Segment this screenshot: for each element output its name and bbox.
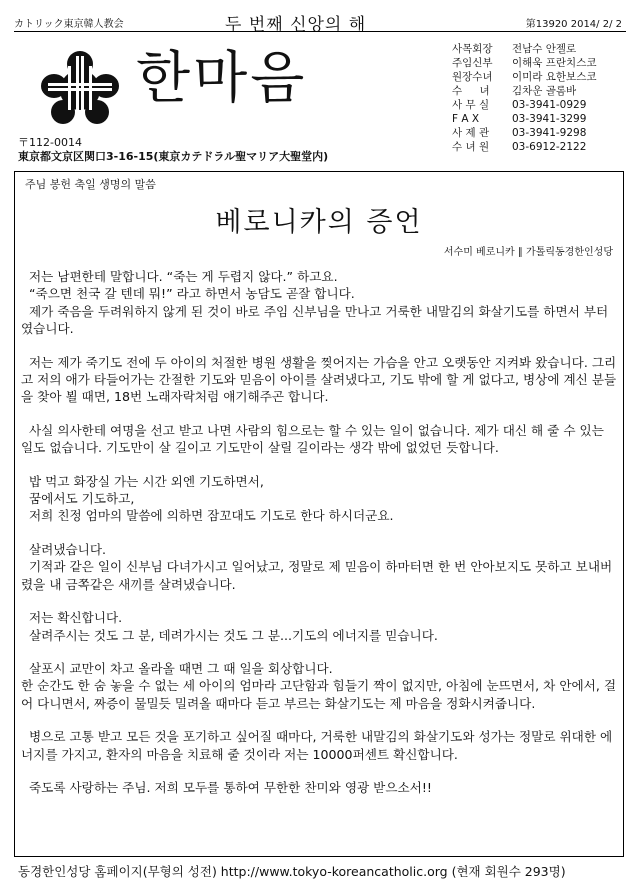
footer-homepage[interactable]: 동경한인성당 홈페이지(무형의 성전) http://www.tokyo-koreancatholic.org (현재 회원수 293명)	[18, 864, 566, 879]
staff-value: 이해욱 프란치스코	[512, 57, 597, 69]
staff-row	[452, 70, 628, 84]
staff-row	[452, 140, 628, 154]
paragraph: “죽으면 천국 갈 텐데 뭐!” 라고 하면서 농담도 곧잘 합니다.	[21, 286, 355, 302]
top-bar	[14, 8, 626, 35]
staff-role: 수 녀	[452, 85, 497, 97]
paragraph: 살포시 교만이 차고 올라올 때면 그 때 일을 회상합니다.	[21, 660, 333, 676]
paragraph: 저는 남편한테 말합니다. “죽는 게 두렵지 않다.” 하고요.	[21, 269, 338, 284]
staff-role: 주임신부	[452, 57, 493, 69]
paragraph-gap	[21, 763, 617, 779]
paragraph: 기적과 같은 일이 신부님 다녀가시고 일어났고, 정말로 제 믿음이 하마터면 한 번 안아보지도 못하고 보내버렸을 내 금쪽같은 새끼를 살려냈습니다.	[21, 559, 613, 592]
paragraph: 저는 제가 죽기도 전에 두 아이의 처절한 병원 생활을 찢어지는 가슴을 안고 오랫동안 지켜봐 왔습니다. 그리고 저의 애가 타들어가는 간절한 기도와 믿음이 아이를 살려냈다고, 기도 밖에 할 게 없다고, 병상에 계신 분들을 찾아 뵐 때면, 18번 노래자락처럼 얘기해주곤 합니다.	[21, 354, 617, 405]
paragraph: 병으로 고통 받고 모든 것을 포기하고 싶어질 때마다, 거룩한 내말김의 화살기도와 성가는 정말로 위대한 에너지를 가지고, 환자의 마음을 치료해 줄 것이라 저는 10000퍼센트 확신합니다.	[21, 729, 613, 762]
masthead-title: 한마음	[136, 46, 308, 111]
paragraph: 살려주시는 것도 그 분, 데려가시는 것도 그 분...기도의 에너지를 믿습니다.	[21, 627, 438, 643]
top-divider	[14, 31, 626, 32]
staff-row	[452, 112, 628, 126]
staff-value: 이미라 요한보스코	[512, 71, 597, 83]
paragraph: 살려냈습니다.	[21, 541, 107, 557]
paragraph-gap	[21, 593, 617, 609]
staff-row	[452, 56, 628, 70]
article-byline: 서수미 베로니카 ∥ 가톨릭동경한인성당	[443, 247, 613, 258]
church-logo-icon	[40, 50, 120, 126]
staff-list	[452, 42, 628, 154]
staff-value: 03-3941-3299	[512, 113, 587, 125]
paragraph-gap	[21, 525, 617, 541]
issue-info: 第13920 2014/ 2/ 2	[525, 19, 622, 30]
staff-value: 03-3941-9298	[512, 127, 587, 139]
paragraph: 한 순간도 한 숨 놓을 수 없는 세 아이의 엄마라 고단함과 힘들기 짝이 없지만, 아침에 눈뜨면서, 차 안에서, 걸어 다니면서, 짜증이 물밀듯 밀려올 때마다 듣고 부르는 화살기도는 제 마음을 정화시켜줍니다.	[21, 678, 617, 711]
paragraph: 사실 의사한테 여명을 선고 받고 나면 사람의 힘으로는 할 수 있는 일이 없습니다. 제가 대신 해 줄 수 있는 일도 없습니다. 기도만이 살 길이고 기도만이 살릴 길이라는 생각 밖에 없었던 듯합니다.	[21, 422, 608, 456]
paragraph-gap	[21, 712, 617, 728]
paragraph: 죽도록 사랑하는 주님. 저희 모두를 통하여 무한한 찬미와 영광 받으소서!!	[21, 779, 432, 795]
staff-role: 수 녀 원	[452, 141, 490, 153]
staff-role: F A X	[452, 113, 480, 125]
staff-row	[452, 126, 628, 140]
staff-role: 사목회장	[452, 43, 493, 55]
article-subtitle: 주님 봉헌 축일 생명의 말씀	[25, 178, 156, 191]
article-title: 베로니카의 증언	[215, 207, 423, 238]
article-body	[21, 268, 617, 796]
paragraph: 꿈에서도 기도하고,	[21, 491, 135, 507]
paragraph-gap	[21, 457, 617, 473]
paragraph: 제가 죽음을 두려워하지 않게 된 것이 바로 주임 신부님을 만나고 거룩한 내말김의 화살기도를 하면서 부터였습니다.	[21, 303, 609, 337]
paragraph-gap	[21, 644, 617, 660]
staff-role: 사 제 관	[452, 127, 490, 139]
paragraph: 저는 확신합니다.	[21, 610, 123, 626]
paragraph: 밥 먹고 화장실 가는 시간 외엔 기도하면서,	[21, 473, 264, 489]
paragraph-gap	[21, 338, 617, 354]
staff-value: 03-3941-0929	[512, 99, 587, 111]
staff-row	[452, 98, 628, 112]
paragraph-gap	[21, 406, 617, 422]
staff-value: 전남수 안젤로	[512, 43, 577, 55]
article-box	[14, 171, 624, 857]
staff-row	[452, 42, 628, 56]
staff-value: 김차운 골롬바	[512, 85, 577, 97]
year-theme: 두 번째 신앙의 해	[225, 15, 367, 35]
postal-code: 〒112-0014	[18, 136, 82, 149]
church-name-jp: カトリック東京韓人教会	[14, 19, 124, 30]
staff-role: 원장수녀	[452, 71, 493, 83]
paragraph: 저희 친정 엄마의 말씀에 의하면 잠꼬대도 기도로 한다 하시더군요.	[21, 508, 394, 524]
staff-row	[452, 84, 628, 98]
church-address: 東京都文京区関口3-16-15(東京カテドラル聖マリア大聖堂内)	[18, 150, 329, 163]
staff-value: 03-6912-2122	[512, 141, 587, 153]
staff-role: 사 무 실	[452, 99, 490, 111]
